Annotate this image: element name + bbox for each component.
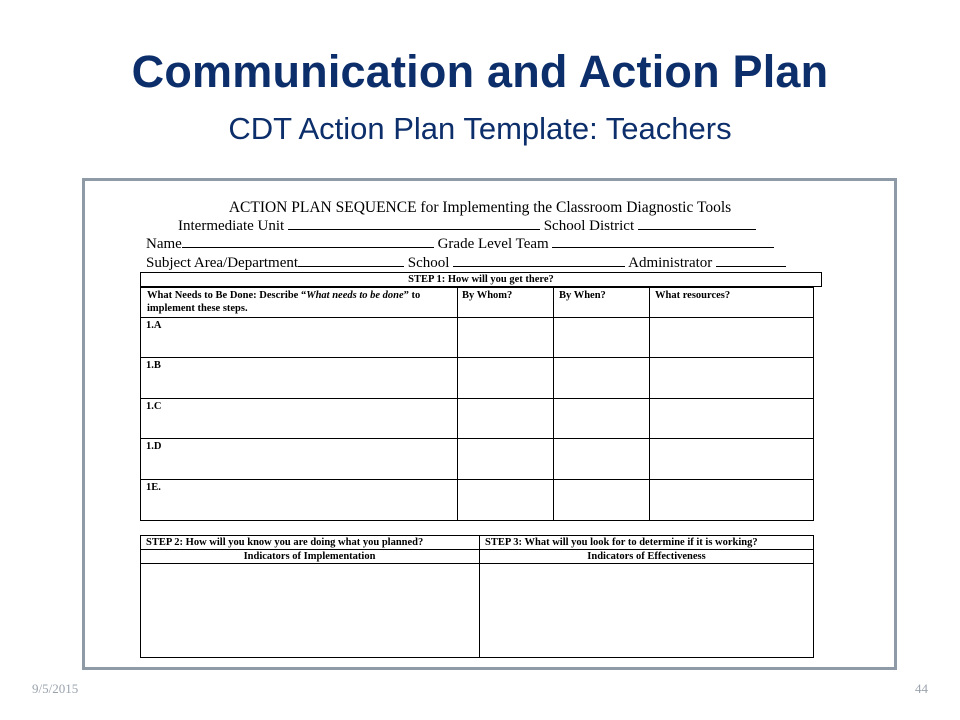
row-label-1a: 1.A bbox=[146, 320, 162, 331]
subject-area-blank bbox=[298, 254, 404, 267]
col-what-header-line2: implement these steps. bbox=[147, 303, 248, 314]
subject-area-label: Subject Area/Department bbox=[146, 255, 299, 271]
school-district-blank bbox=[638, 217, 756, 230]
step1-table bbox=[140, 287, 814, 521]
col-what-prefix: What Needs to Be Done: Describe “ bbox=[147, 290, 307, 301]
step3-header: STEP 3: What will you look for to determine if it is working? bbox=[485, 537, 758, 548]
intermediate-unit-line bbox=[178, 217, 756, 235]
step2-subheader: Indicators of Implementation bbox=[243, 551, 376, 562]
school-district-label: School District bbox=[543, 218, 635, 234]
step2-header: STEP 2: How will you know you are doing what you planned? bbox=[146, 537, 424, 548]
col-what-suffix: ” to bbox=[403, 290, 421, 301]
grade-level-team-blank bbox=[552, 235, 774, 248]
row-label-1e: 1E. bbox=[146, 482, 161, 493]
col-divider-2 bbox=[553, 287, 554, 521]
grade-level-team-label: Grade Level Team bbox=[437, 236, 549, 252]
row-divider-2 bbox=[140, 398, 814, 399]
row-label-1b: 1.B bbox=[146, 360, 161, 371]
col-resources-header: What resources? bbox=[655, 290, 731, 301]
step1-header: STEP 1: How will you get there? bbox=[408, 274, 554, 285]
name-label: Name bbox=[146, 236, 182, 252]
row-label-1c: 1.C bbox=[146, 401, 162, 412]
slide-title: Communication and Action Plan bbox=[131, 46, 829, 97]
administrator-blank bbox=[716, 254, 786, 267]
col-divider-3 bbox=[649, 287, 650, 521]
step2-3-subheader-divider bbox=[140, 563, 814, 564]
row-divider-4 bbox=[140, 479, 814, 480]
name-blank bbox=[182, 235, 434, 248]
col-what-header bbox=[147, 289, 420, 302]
footer-page-number: 44 bbox=[915, 681, 928, 696]
school-label: School bbox=[407, 255, 450, 271]
col-what-italic: What needs to be done bbox=[306, 290, 404, 301]
school-blank bbox=[453, 254, 625, 267]
administrator-label: Administrator bbox=[628, 255, 713, 271]
col-divider-1 bbox=[457, 287, 458, 521]
form-heading: ACTION PLAN SEQUENCE for Implementing the Classroom Diagnostic Tools bbox=[228, 199, 732, 216]
col-whom-header: By Whom? bbox=[462, 290, 513, 301]
slide-subtitle: CDT Action Plan Template: Teachers bbox=[228, 111, 732, 146]
name-line bbox=[146, 235, 774, 253]
row-divider-1 bbox=[140, 357, 814, 358]
subject-area-line bbox=[146, 254, 786, 272]
row-divider-header bbox=[140, 317, 814, 318]
row-label-1d: 1.D bbox=[146, 441, 162, 452]
step3-subheader: Indicators of Effectiveness bbox=[587, 551, 706, 562]
footer-date: 9/5/2015 bbox=[32, 681, 79, 696]
intermediate-unit-label: Intermediate Unit bbox=[178, 218, 285, 234]
intermediate-unit-blank bbox=[288, 217, 540, 230]
row-divider-3 bbox=[140, 438, 814, 439]
col-when-header: By When? bbox=[559, 290, 606, 301]
